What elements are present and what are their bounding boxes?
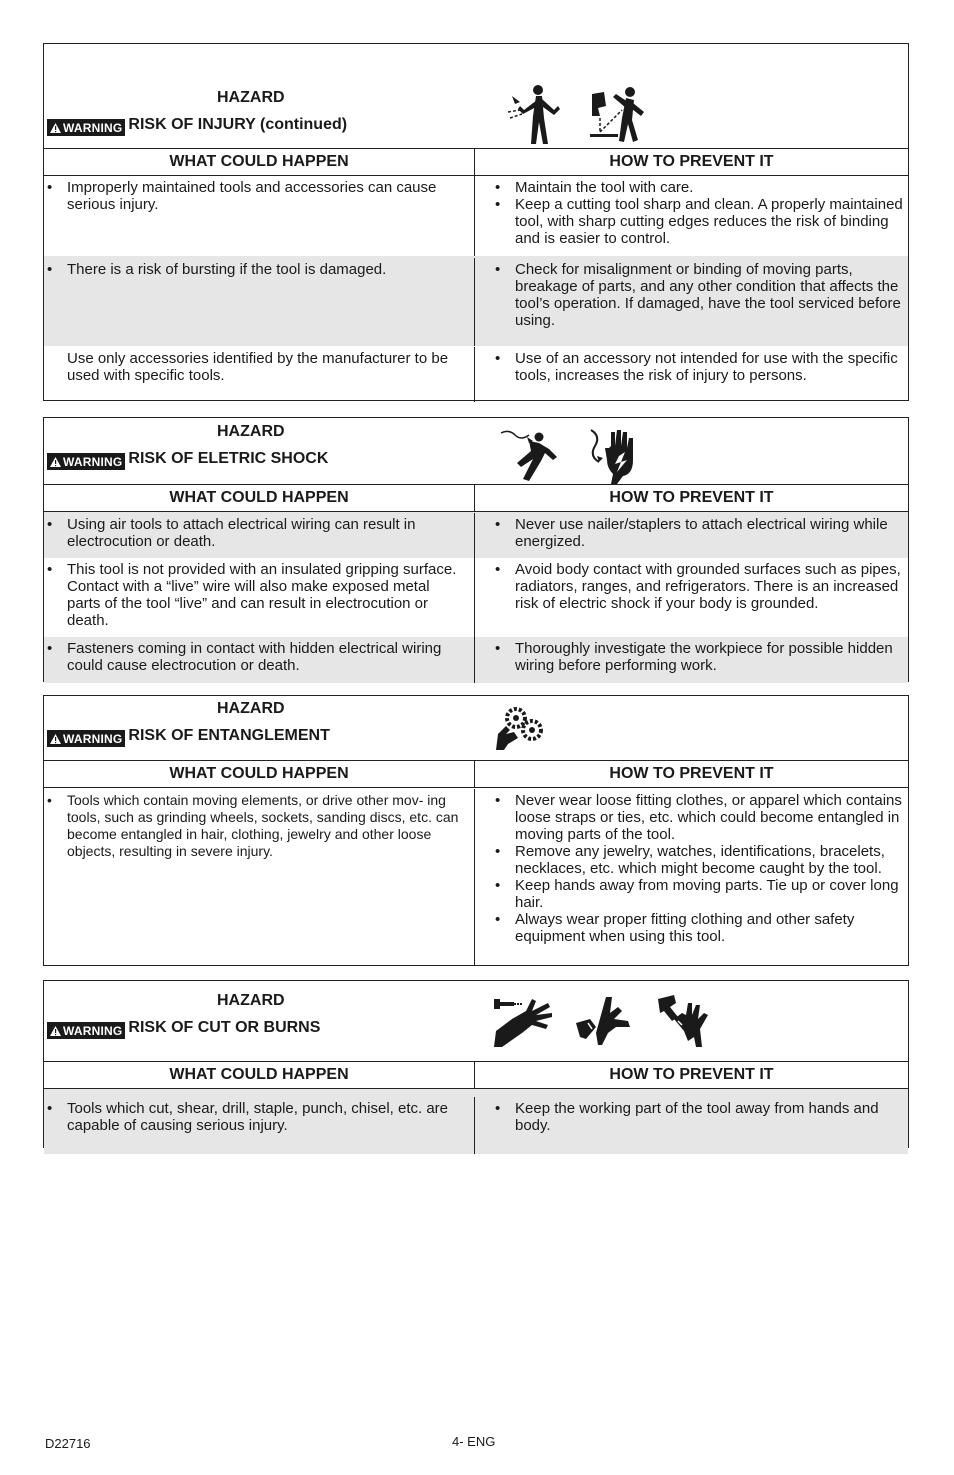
table-row <box>44 1089 908 1154</box>
prevention-text: • Avoid body contact with grounded surfaces such as pipes, radiators, ranges, and refrigerators. There is an increased risk of electric shock if your body is grounded. <box>515 561 906 612</box>
warning-triangle-icon <box>50 734 61 744</box>
table-row <box>44 558 908 637</box>
column-headers <box>44 761 908 788</box>
page-number: 4- ENG <box>452 1434 496 1449</box>
punch-chisel-hand-icon <box>652 993 714 1049</box>
table-row <box>44 788 908 965</box>
column-header-how: HOW TO PREVENT IT <box>609 1066 774 1083</box>
warning-badge <box>47 730 125 747</box>
cutting-blade-hand-icon <box>572 993 634 1049</box>
warning-label: WARNING <box>63 455 123 469</box>
entanglement-gears-hand-icon <box>494 704 546 752</box>
table-row <box>44 512 908 558</box>
prevention-text: • Never use nailer/staplers to attach electrical wiring while energized. <box>515 516 906 550</box>
flying-debris-person-icon <box>506 84 562 146</box>
hazard-label: HAZARD <box>217 700 285 717</box>
column-header-how: HOW TO PREVENT IT <box>609 489 774 506</box>
hazard-text: Use only accessories identified by the manufacturer to be used with specific tools. <box>67 350 449 384</box>
prevention-text: • Keep hands away from moving parts. Tie up or cover long hair. <box>515 877 906 911</box>
hazard-header <box>44 981 908 1062</box>
prevention-text: • Keep the working part of the tool away from hands and body. <box>515 1100 906 1134</box>
column-header-how: HOW TO PREVENT IT <box>609 765 774 782</box>
warning-triangle-icon <box>50 123 61 133</box>
hazard-label: HAZARD <box>217 992 285 1009</box>
prevention-text: • Check for misalignment or binding of moving parts, breakage of parts, and any other condition that affects the tool’s operation. If damaged, have the tool serviced before using. <box>515 261 906 329</box>
table-row <box>44 256 908 346</box>
hazard-header <box>44 418 908 485</box>
prevention-text: • Keep a cutting tool sharp and clean. A properly maintained tool, with sharp cutting edges reduces the risk of binding and is easier to control. <box>515 196 906 247</box>
prevention-text: • Use of an accessory not intended for use with the specific tools, increases the risk of injury to persons. <box>515 350 906 384</box>
warning-triangle-icon <box>50 457 61 467</box>
hazard-label: HAZARD <box>217 423 285 440</box>
hazard-text: • Fasteners coming in contact with hidden electrical wiring could cause electrocution or death. <box>67 640 466 674</box>
warning-badge <box>47 119 125 136</box>
hazard-text: • There is a risk of bursting if the tool is damaged. <box>67 261 466 278</box>
warning-badge <box>47 1022 125 1039</box>
table-row <box>44 346 908 402</box>
column-headers <box>44 149 908 176</box>
hazard-table-entanglement <box>43 695 909 966</box>
warning-badge <box>47 453 125 470</box>
column-header-what: WHAT COULD HAPPEN <box>44 761 475 787</box>
hazard-title: RISK OF CUT OR BURNS <box>128 1019 321 1036</box>
warning-label: WARNING <box>63 732 123 746</box>
hazard-table-cut-burns <box>43 980 909 1148</box>
hazard-text: • Using air tools to attach electrical wiring can result in electrocution or death. <box>67 516 466 550</box>
prevention-text: • Thoroughly investigate the workpiece for possible hidden wiring before performing work. <box>515 640 906 674</box>
prevention-text: • Never wear loose fitting clothes, or apparel which contains loose straps or ties, etc. which could become entangled in moving parts of the tool. <box>515 792 906 843</box>
hazard-text: • Tools which cut, shear, drill, staple, punch, chisel, etc. are capable of causing serious injury. <box>67 1100 466 1134</box>
hazard-table-injury <box>43 43 909 401</box>
column-header-what: WHAT COULD HAPPEN <box>44 1062 475 1088</box>
hazard-text: • Tools which contain moving elements, or drive other mov- ing tools, such as grinding wheels, sockets, sanding discs, etc. can become entangled in hair, clothing, jewelry and other loose objects, resulting in severe injury. <box>67 792 466 860</box>
warning-label: WARNING <box>63 121 123 135</box>
table-row <box>44 637 908 683</box>
column-header-what: WHAT COULD HAPPEN <box>44 149 475 175</box>
hazard-text: • Improperly maintained tools and accessories can cause serious injury. <box>67 179 466 213</box>
column-headers <box>44 485 908 512</box>
column-header-what: WHAT COULD HAPPEN <box>44 485 475 511</box>
warning-label: WARNING <box>63 1024 123 1038</box>
hazard-header <box>44 44 908 149</box>
hazard-text: • This tool is not provided with an insulated gripping surface. Contact with a “live” wire will also make exposed metal parts of the tool “live” and can result in electrocution or death. <box>67 561 466 629</box>
electric-hand-icon <box>589 426 641 484</box>
document-number: D22716 <box>45 1436 91 1451</box>
prevention-text: • Maintain the tool with care. <box>515 179 906 196</box>
prevention-text: • Remove any jewelry, watches, identifications, bracelets, necklaces, etc. which might become caught by the tool. <box>515 843 906 877</box>
hazard-label: HAZARD <box>217 89 285 106</box>
nail-ricochet-person-icon <box>586 86 648 144</box>
table-row <box>44 176 908 256</box>
hazard-header <box>44 696 908 761</box>
column-header-how: HOW TO PREVENT IT <box>609 153 774 170</box>
drill-hand-icon <box>492 993 554 1049</box>
hazard-title: RISK OF ENTANGLEMENT <box>128 727 330 744</box>
column-headers <box>44 1062 908 1089</box>
hazard-title: RISK OF ELETRIC SHOCK <box>128 450 329 467</box>
prevention-text: • Always wear proper fitting clothing and other safety equipment when using this tool. <box>515 911 906 945</box>
hazard-title: RISK OF INJURY (continued) <box>128 116 348 133</box>
electrocuted-person-icon <box>499 427 561 483</box>
warning-triangle-icon <box>50 1026 61 1036</box>
hazard-table-electric-shock <box>43 417 909 682</box>
